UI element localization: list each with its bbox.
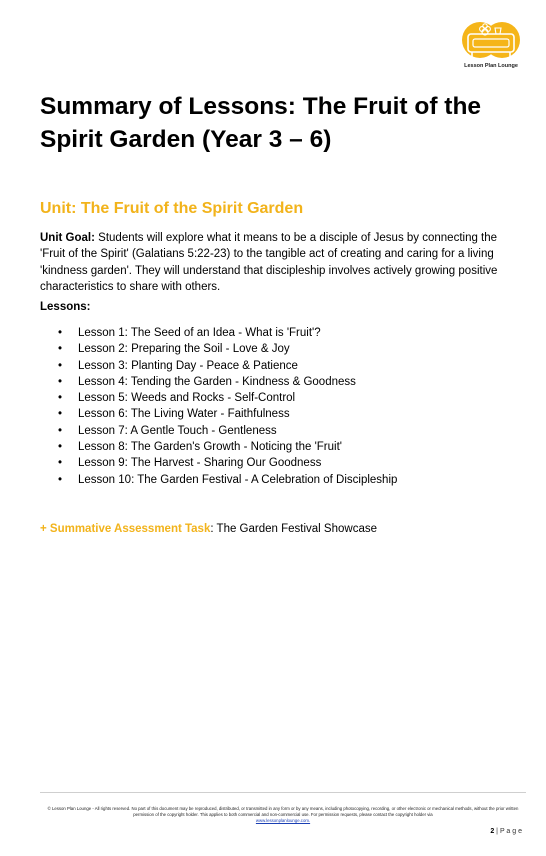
- unit-heading: Unit: The Fruit of the Spirit Garden: [40, 200, 304, 217]
- list-item: [58, 472, 397, 488]
- list-item: [58, 374, 397, 390]
- lesson-text: Lesson 10: The Garden Festival - A Celebration of Discipleship: [78, 473, 398, 486]
- lesson-text: Lesson 4: Tending the Garden - Kindness & Goodness: [78, 375, 356, 388]
- bullet-icon: •: [58, 327, 63, 339]
- lesson-text: Lesson 9: The Harvest - Sharing Our Goodness: [78, 457, 322, 470]
- company-logo: [458, 20, 524, 74]
- list-item: [58, 439, 397, 455]
- list-item: [58, 455, 397, 471]
- list-item: [58, 390, 397, 406]
- list-item: [58, 325, 397, 341]
- lesson-text: Lesson 3: Planting Day - Peace & Patience: [78, 359, 298, 372]
- bullet-icon: •: [58, 473, 63, 486]
- list-item: [58, 406, 397, 422]
- bullet-icon: •: [58, 343, 63, 356]
- bullet-icon: •: [58, 457, 63, 470]
- page-number: 2 | P a g e: [490, 828, 522, 835]
- list-item: [58, 423, 397, 439]
- summative-text: : The Garden Festival Showcase: [210, 523, 377, 535]
- lesson-text: Lesson 5: Weeds and Rocks - Self-Control: [78, 392, 296, 405]
- list-item: [58, 358, 397, 374]
- footer-legal-text: © Lesson Plan Lounge - All rights reserved. No part of this document may be reproduced, distributed, or transmitted in any form or by any means, including photocopying, recording, or other electronic or mechanical methods, without the prior written permission of the copyright holder. This applies to both commercial and non-commercial use. For permission requests, please contact the copyright holder via: [47, 806, 519, 818]
- lesson-text: Lesson 1: The Seed of an Idea - What is 'Fruit'?: [78, 327, 321, 339]
- unit-goal-text: Students will explore what it means to be a disciple of Jesus by connecting the 'Fruit of the Spirit' (Galatians 5:22-23) to the tangible act of creating and caring for a living 'kindness garden'. They will understand that discipleship involves actively growing positive characteristics to share with others.: [40, 232, 498, 293]
- lesson-text: Lesson 8: The Garden's Growth - Noticing the 'Fruit': [78, 441, 342, 454]
- lesson-text: Lesson 6: The Living Water - Faithfulness: [78, 408, 290, 421]
- page-number-label: P a g e: [499, 828, 522, 835]
- unit-goal-label: Unit Goal:: [40, 232, 95, 244]
- page-number-value: 2: [490, 828, 495, 835]
- summative-label: + Summative Assessment Task: [40, 523, 211, 535]
- logo-text: Lesson Plan Lounge: [464, 63, 518, 69]
- footer-website-link[interactable]: www.lessonplanlounge.com.: [255, 818, 311, 824]
- lesson-text: Lesson 7: A Gentle Touch - Gentleness: [78, 424, 277, 437]
- bullet-icon: •: [58, 424, 63, 437]
- summative-task: [40, 523, 377, 535]
- sofa-icon: [458, 20, 524, 64]
- list-item: [58, 341, 397, 357]
- bullet-icon: •: [58, 441, 63, 454]
- bullet-icon: •: [58, 375, 63, 388]
- bullet-icon: •: [58, 359, 63, 372]
- unit-goal: [40, 230, 512, 295]
- bullet-icon: •: [58, 408, 63, 421]
- page-title: Summary of Lessons: The Fruit of the Spirit Garden (Year 3 – 6): [40, 93, 482, 153]
- bullet-icon: •: [58, 392, 63, 405]
- footer-copyright: [40, 806, 526, 825]
- footer-divider: [40, 792, 526, 793]
- lesson-text: Lesson 2: Preparing the Soil - Love & Joy: [78, 343, 290, 356]
- lesson-list: [58, 325, 397, 488]
- lessons-label: Lessons:: [40, 301, 91, 313]
